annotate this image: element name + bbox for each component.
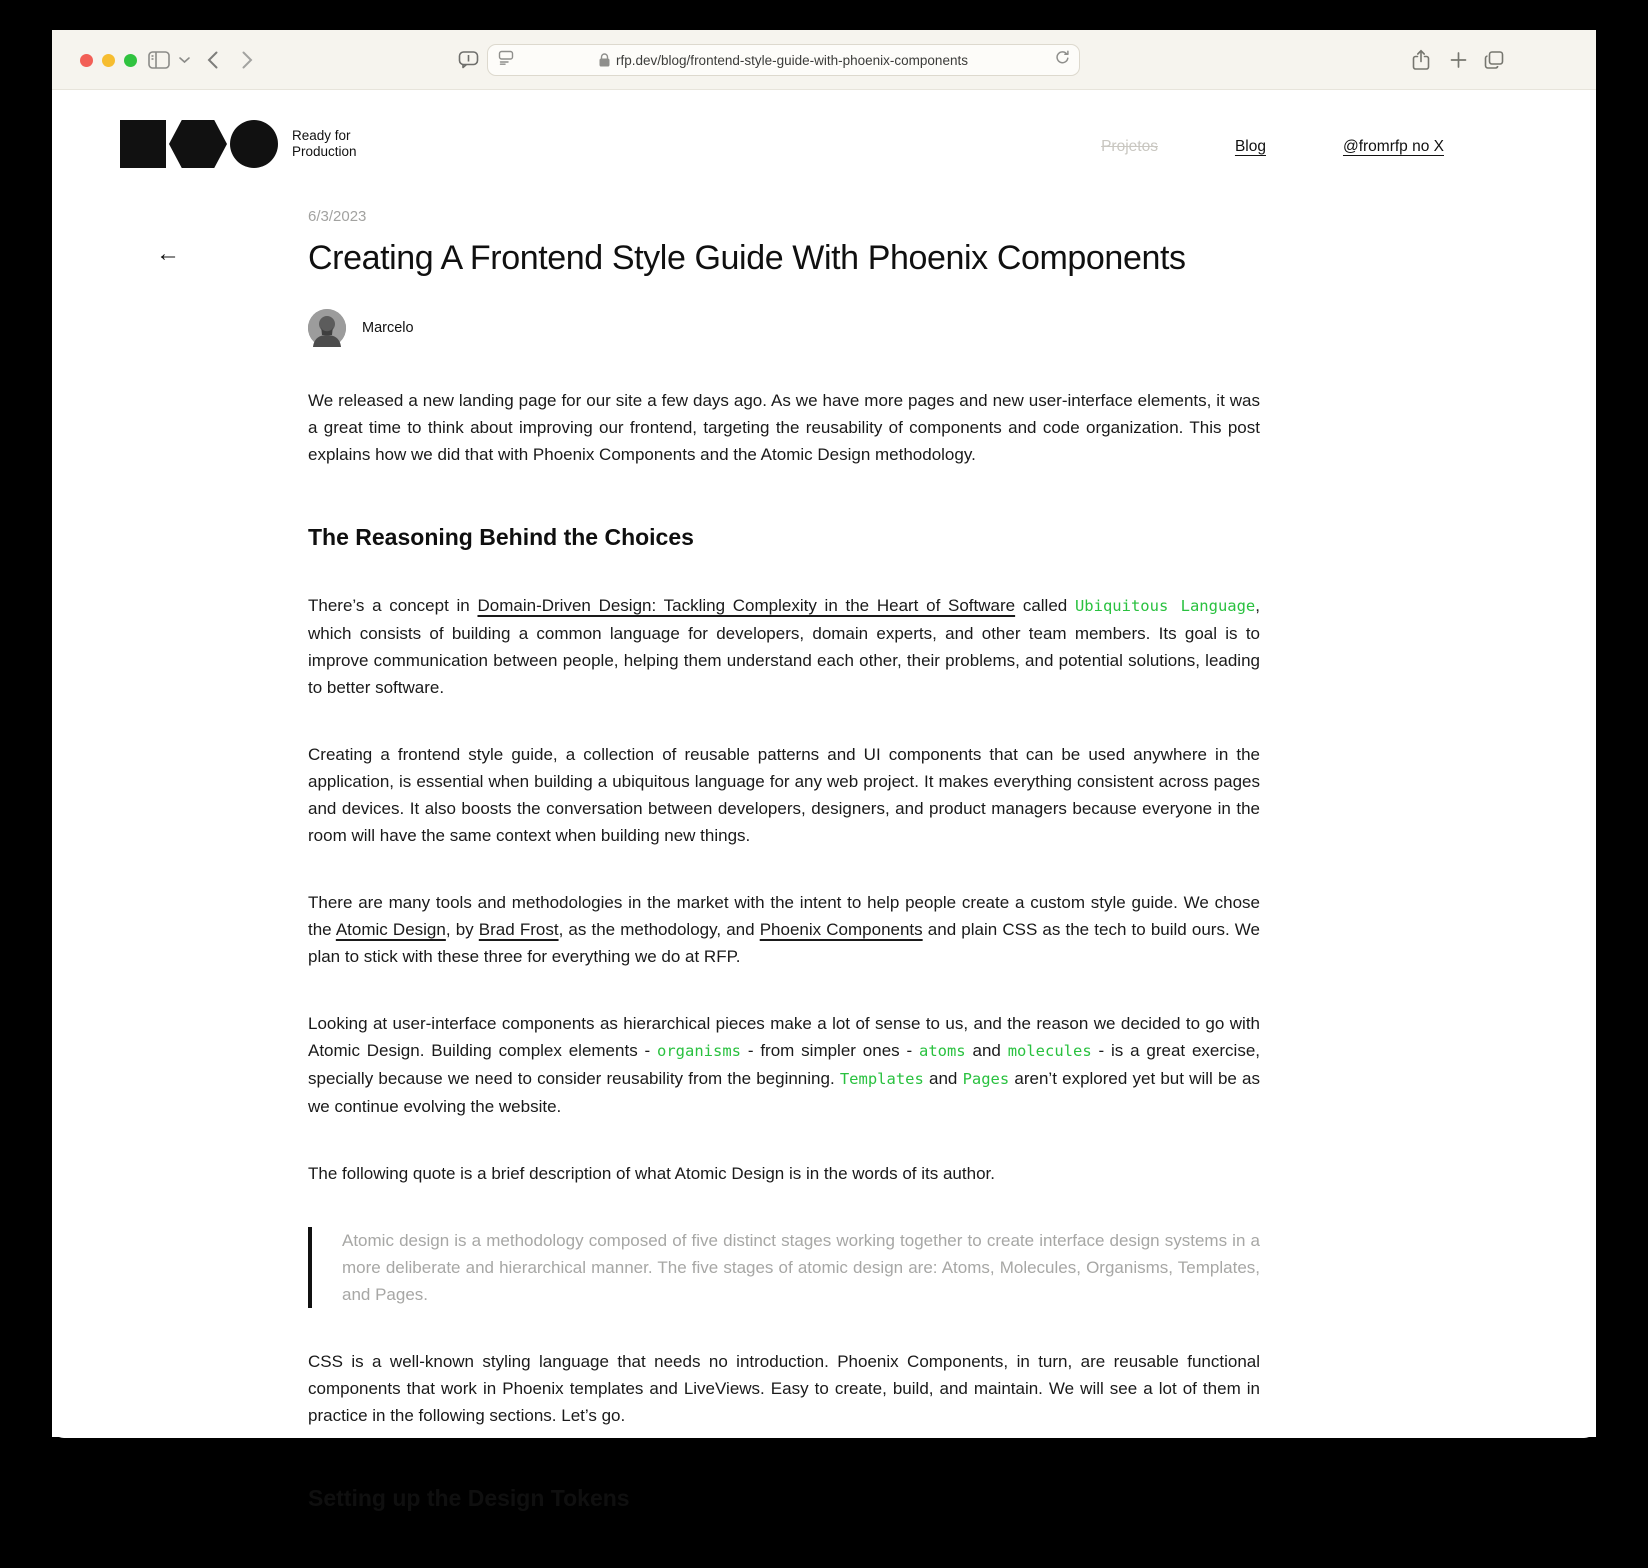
sidebar-toggle-icon[interactable] — [148, 51, 170, 69]
url-text: rfp.dev/blog/frontend-style-guide-with-phoenix-components — [616, 52, 968, 68]
page-settings-icon[interactable] — [498, 50, 514, 70]
forward-button-icon[interactable] — [242, 51, 253, 69]
extension-icon[interactable] — [458, 50, 479, 70]
main-nav — [1101, 138, 1444, 156]
share-icon[interactable] — [1412, 49, 1430, 70]
paragraph: Looking at user-interface components as hierarchical pieces make a lot of sense to us, and the reason we decided to go with Atomic Design. Building complex elements - organisms - from simpler ones - atoms and molecules - is a great exercise, specially because we need to consider reusability from the beginning. Templates and Pages aren’t explored yet but will be as we continue evolving the website. — [308, 1014, 1261, 1116]
chevron-down-icon[interactable] — [179, 56, 190, 63]
inline-code: Ubiquitous Language — [1074, 597, 1256, 615]
logo-circle-shape — [230, 120, 278, 168]
inline-code: atoms — [918, 1042, 966, 1060]
reload-icon[interactable] — [1055, 50, 1070, 70]
inline-link[interactable]: Phoenix Components — [759, 920, 923, 939]
inline-link[interactable]: Domain-Driven Design: Tackling Complexity in the Heart of Software — [477, 596, 1016, 615]
back-button-icon[interactable] — [207, 51, 218, 69]
browser-toolbar — [52, 30, 1596, 90]
minimize-window-button[interactable] — [102, 54, 115, 67]
author-row — [308, 309, 1260, 347]
author-name: Marcelo — [362, 320, 414, 336]
paragraph: Creating a frontend style guide, a collection of reusable patterns and UI components that can be used anywhere in the application, is essential when building a ubiquitous language for any web project. It makes everything consistent across pages and devices. It also boosts the conversation between developers, designers, and product managers because everyone in the room will have the same context when building new things. — [308, 745, 1260, 845]
lock-icon — [599, 53, 610, 67]
inline-code: molecules — [1007, 1042, 1092, 1060]
browser-window — [52, 30, 1596, 1511]
paragraph: The following quote is a brief description of what Atomic Design is in the words of its author. — [308, 1164, 995, 1183]
nav-item-blog[interactable]: Blog — [1234, 138, 1266, 155]
paragraph: We released a new landing page for our site a few days ago. As we have more pages and new user-interface elements, it was a great time to think about improving our frontend, targeting the reusability of components and code organization. This post explains how we did that with Phoenix Components and the Atomic Design methodology. — [308, 391, 1260, 464]
inline-code: Pages — [962, 1070, 1010, 1088]
paragraph: There’s a concept in Domain-Driven Design: Tackling Complexity in the Heart of Software called Ubiquitous Language, which consists of building a common language for developers, domain experts, and other team members. Its goal is to improve communication between people, helping them understand each other, their problems, and potential solutions, leading to better software. — [308, 596, 1260, 697]
zoom-window-button[interactable] — [124, 54, 137, 67]
article — [156, 208, 1261, 1513]
post-body — [308, 387, 1260, 1513]
paragraph: CSS is a well-known styling language that needs no introduction. Phoenix Components, in turn, are reusable functional components that work in Phoenix templates and LiveViews. Easy to create, build, and maintain. We will see a lot of them in practice in the following sections. Let’s go. — [308, 1352, 1260, 1425]
traffic-lights — [80, 54, 137, 67]
section-heading: Setting up the Design Tokens — [308, 1485, 630, 1511]
logo-shapes — [120, 120, 278, 168]
new-tab-icon[interactable] — [1450, 51, 1467, 68]
page-content — [52, 90, 1596, 1511]
post-title: Creating A Frontend Style Guide With Phoenix Components — [308, 239, 1186, 277]
quote-block: Atomic design is a methodology composed of five distinct stages working together to create interface design systems in a more deliberate and hierarchical manner. The five stages of atomic design are: Atoms, Molecules, Organisms, Templates, and Pages. — [308, 1227, 1260, 1308]
site-header — [52, 90, 1596, 168]
logo-square-shape — [120, 120, 166, 168]
section-heading: The Reasoning Behind the Choices — [308, 524, 694, 550]
tab-overview-icon[interactable] — [1484, 50, 1504, 69]
post-date: 6/3/2023 — [308, 208, 367, 225]
author-avatar — [308, 309, 346, 347]
url-bar[interactable] — [487, 44, 1080, 76]
paragraph: There are many tools and methodologies in the market with the intent to help people create a custom style guide. We chose the Atomic Design, by Brad Frost, as the methodology, and Phoenix Components and plain CSS as the tech to build ours. We plan to stick with these three for everything we do at RFP. — [308, 893, 1260, 966]
back-arrow[interactable]: ← — [156, 240, 180, 267]
close-window-button[interactable] — [80, 54, 93, 67]
nav-item-projetos[interactable]: Projetos — [1101, 138, 1158, 155]
logo-hexagon-shape — [169, 120, 227, 168]
logo-wordmark: Ready for Production — [292, 128, 357, 159]
inline-code: organisms — [657, 1042, 742, 1060]
site-logo[interactable] — [120, 120, 357, 168]
inline-link[interactable]: Atomic Design — [335, 920, 446, 939]
nav-item-fromrfp-x[interactable]: @fromrfp no X — [1342, 138, 1444, 155]
inline-code: Templates — [839, 1070, 924, 1088]
inline-link[interactable]: Brad Frost — [478, 920, 559, 939]
